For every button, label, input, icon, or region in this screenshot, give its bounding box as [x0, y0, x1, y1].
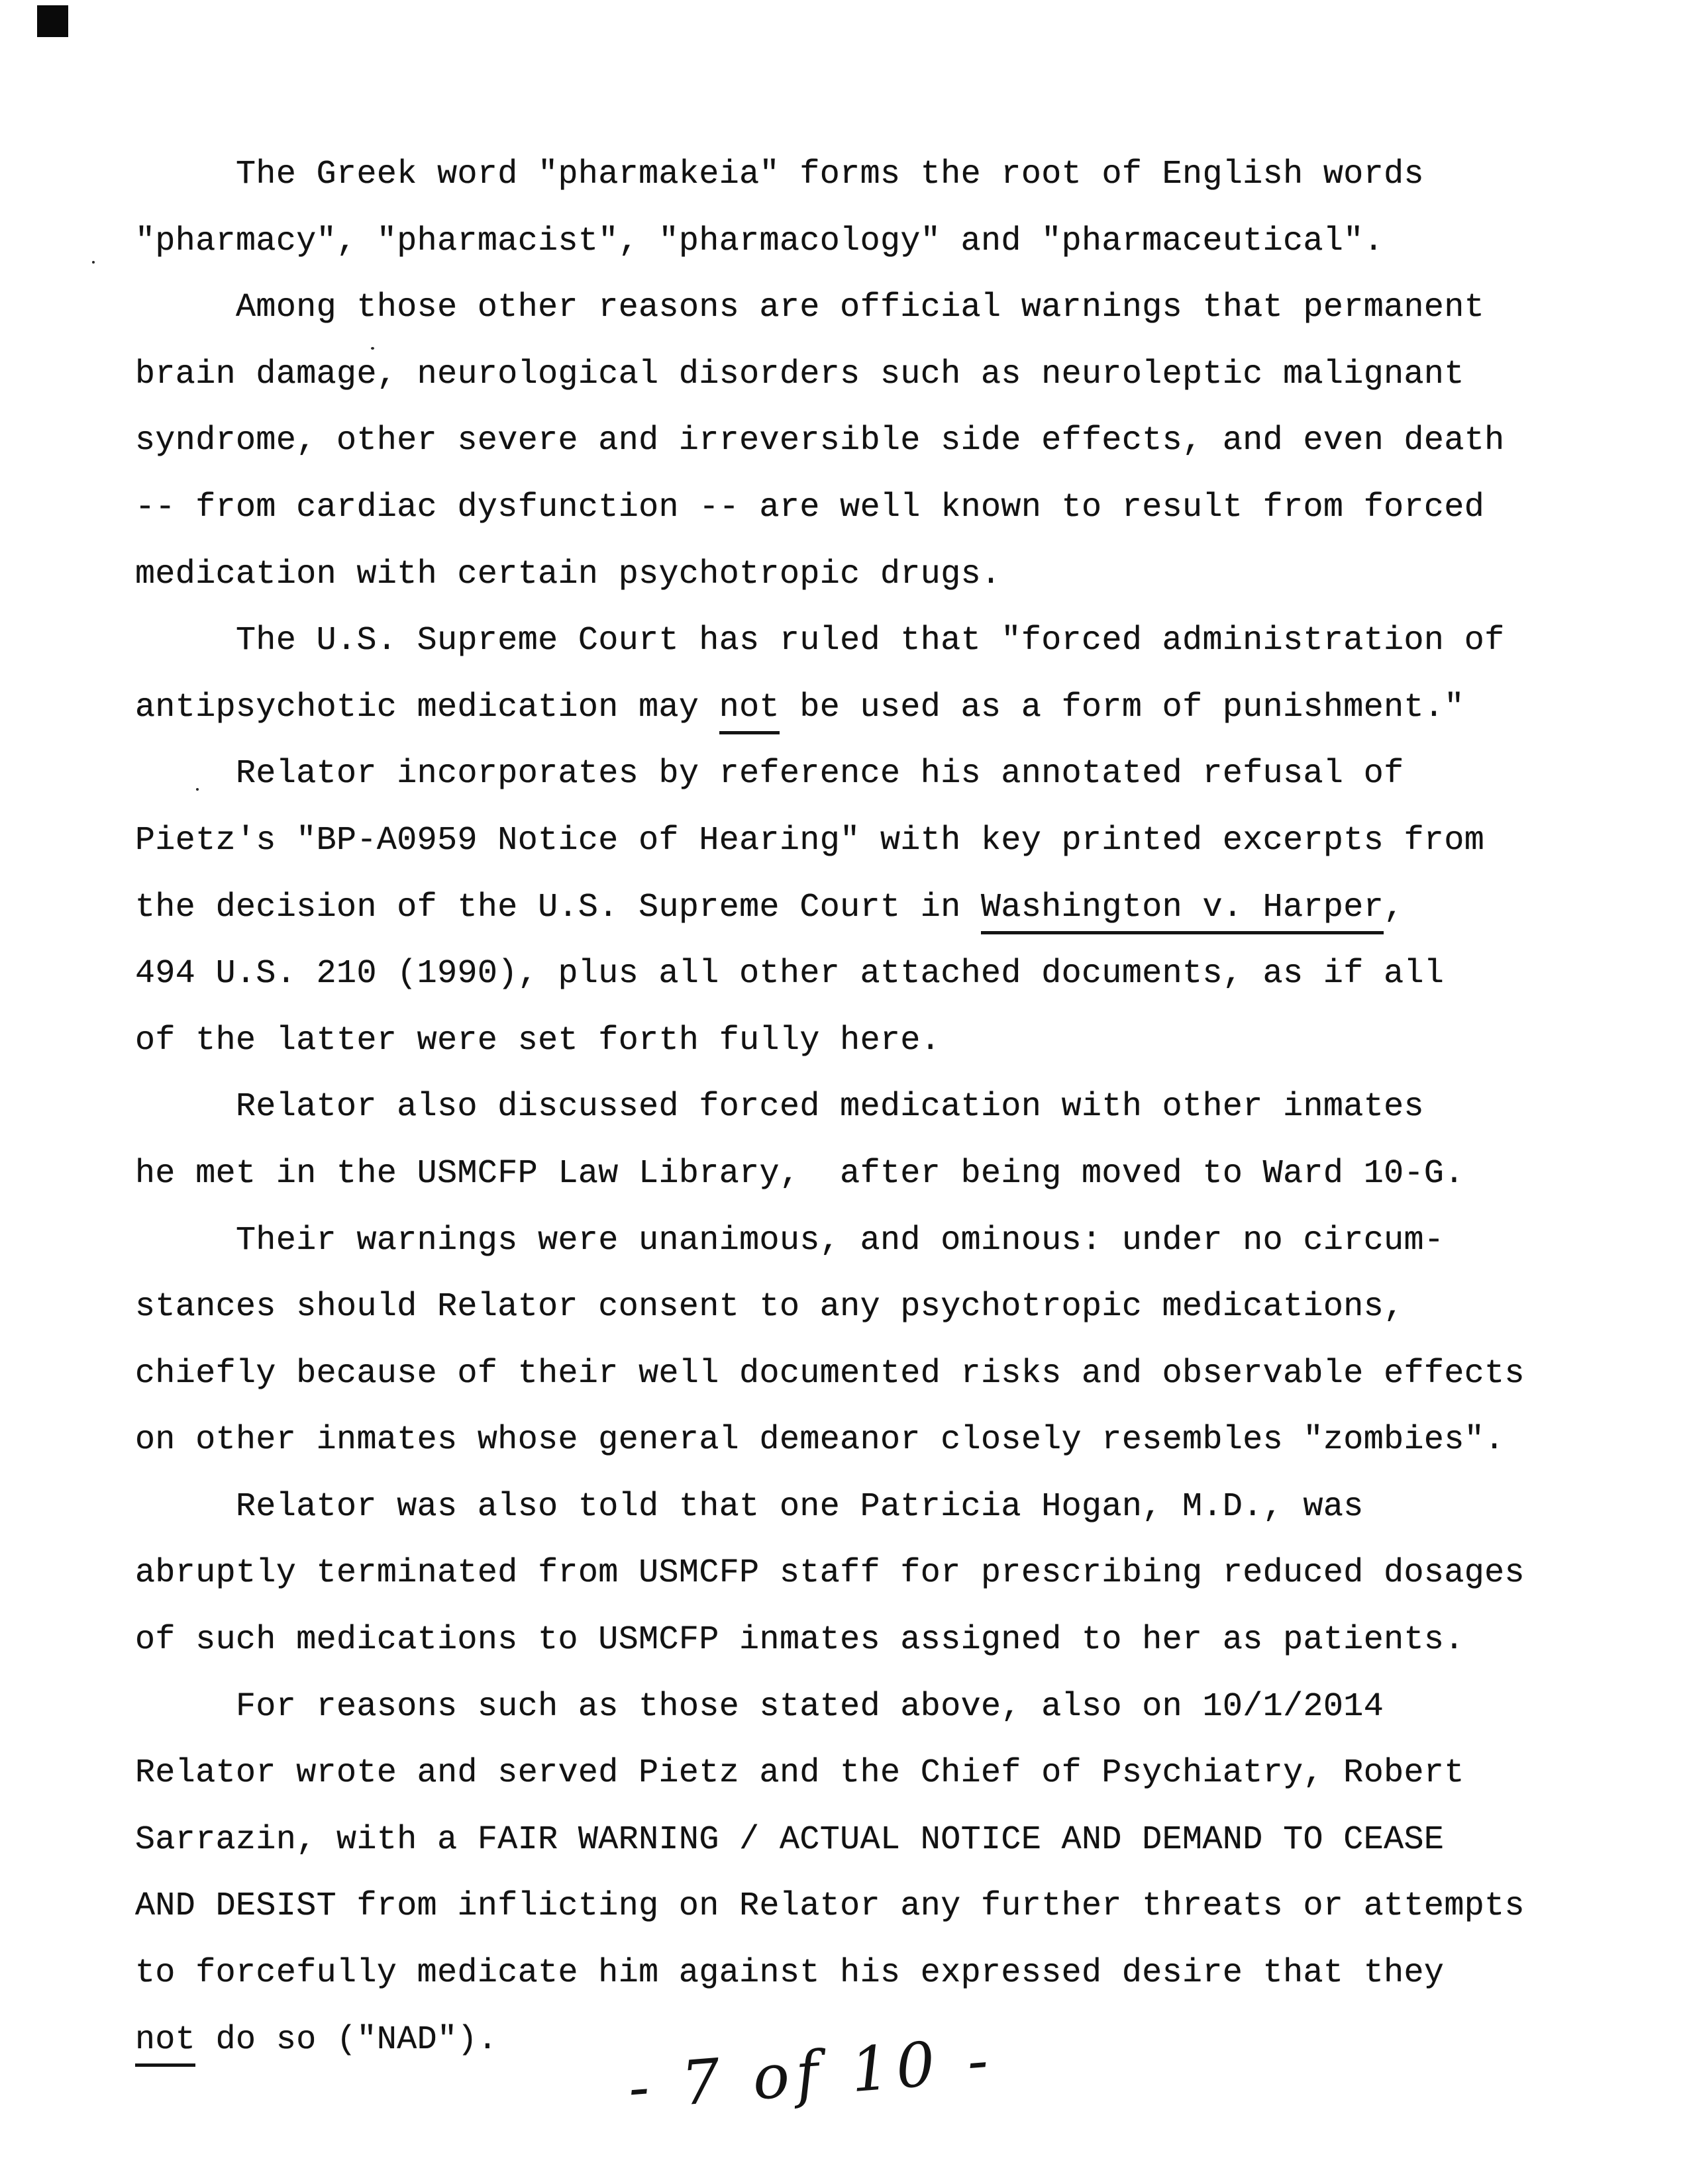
- text-segment: Relator was also told that one Patricia Hogan, M.D., was: [236, 1487, 1364, 1526]
- text-line: [135, 1341, 1592, 1408]
- underlined-word: Washington v. Harper: [981, 889, 1384, 934]
- text-segment: Relator incorporates by reference his annotated refusal of: [236, 755, 1404, 793]
- text-line: [135, 808, 1592, 875]
- underlined-word: not: [719, 689, 780, 734]
- text-line: [135, 1141, 1592, 1208]
- scan-speck: [92, 261, 95, 264]
- text-segment: to forcefully medicate him against his expressed desire that they: [135, 1954, 1445, 1993]
- text-line: [135, 741, 1592, 808]
- text-segment: be used as a form of punishment.": [779, 688, 1464, 726]
- text-line: [135, 1873, 1592, 1940]
- text-line: [135, 1674, 1592, 1741]
- text-line: [135, 1274, 1592, 1341]
- text-segment: medication with certain psychotropic drugs.: [135, 555, 1001, 593]
- handwritten-page-number: - 7 of 10 -: [625, 2024, 998, 2124]
- text-line: [135, 542, 1592, 609]
- text-line: [135, 1740, 1592, 1807]
- text-segment: syndrome, other severe and irreversible side effects, and even death: [135, 422, 1505, 460]
- text-line: [135, 1074, 1592, 1141]
- text-line: [135, 608, 1592, 675]
- text-segment: The Greek word "pharmakeia" forms the root of English words: [236, 156, 1424, 193]
- text-line: [135, 1208, 1592, 1275]
- text-line: [135, 675, 1592, 742]
- text-segment: do so ("NAD").: [195, 2020, 498, 2059]
- text-segment: AND DESIST from inflicting on Relator any further threats or attempts: [135, 1887, 1525, 1926]
- text-segment: 494 U.S. 210 (1990), plus all other attached documents, as if all: [135, 955, 1445, 993]
- text-segment: The U.S. Supreme Court has ruled that "forced administration of: [236, 622, 1505, 660]
- text-segment: antipsychotic medication may: [135, 688, 719, 726]
- text-segment: he met in the USMCFP Law Library, after being moved to Ward 10-G.: [135, 1154, 1464, 1193]
- underlined-word: not: [135, 2021, 195, 2067]
- text-line: [135, 1474, 1592, 1541]
- scan-corner-mark: [37, 5, 68, 37]
- typewritten-text-block: [135, 142, 1592, 2073]
- text-line: [135, 1807, 1592, 1874]
- text-segment: abruptly terminated from USMCFP staff for prescribing reduced dosages: [135, 1554, 1525, 1593]
- text-line: [135, 209, 1592, 275]
- text-line: [135, 142, 1592, 209]
- text-segment: Among those other reasons are official warnings that permanent: [236, 289, 1485, 327]
- text-line: [135, 1607, 1592, 1674]
- text-line: [135, 342, 1592, 409]
- text-segment: of the latter were set forth fully here.: [135, 1021, 941, 1060]
- text-segment: Relator also discussed forced medication with other inmates: [236, 1088, 1424, 1126]
- text-segment: chiefly because of their well documented risks and observable effects: [135, 1354, 1525, 1393]
- text-line: [135, 941, 1592, 1008]
- text-line: [135, 475, 1592, 542]
- text-line: [135, 275, 1592, 342]
- text-line: [135, 1407, 1592, 1474]
- text-line: [135, 408, 1592, 475]
- text-segment: -- from cardiac dysfunction -- are well known to result from forced: [135, 488, 1485, 526]
- text-line: [135, 875, 1592, 942]
- text-segment: For reasons such as those stated above, also on 10/1/2014: [236, 1687, 1384, 1726]
- text-segment: stances should Relator consent to any psychotropic medications,: [135, 1288, 1404, 1326]
- text-line: [135, 1008, 1592, 1075]
- text-segment: the decision of the U.S. Supreme Court in: [135, 888, 982, 926]
- text-line: [135, 1940, 1592, 2007]
- text-line: [135, 1540, 1592, 1607]
- text-segment: of such medications to USMCFP inmates assigned to her as patients.: [135, 1621, 1464, 1660]
- text-segment: Sarrazin, with a FAIR WARNING / ACTUAL NOTICE AND DEMAND TO CEASE: [135, 1820, 1445, 1859]
- text-segment: on other inmates whose general demeanor closely resembles "zombies".: [135, 1421, 1505, 1460]
- text-segment: ,: [1384, 888, 1404, 926]
- text-segment: Relator wrote and served Pietz and the Chief of Psychiatry, Robert: [135, 1754, 1464, 1793]
- text-segment: "pharmacy", "pharmacist", "pharmacology" and "pharmaceutical".: [135, 222, 1384, 260]
- text-segment: brain damage, neurological disorders such as neuroleptic malignant: [135, 355, 1464, 393]
- text-segment: Pietz's "BP-A0959 Notice of Hearing" with key printed excerpts from: [135, 821, 1485, 860]
- text-segment: Their warnings were unanimous, and ominous: under no circum-: [236, 1221, 1445, 1260]
